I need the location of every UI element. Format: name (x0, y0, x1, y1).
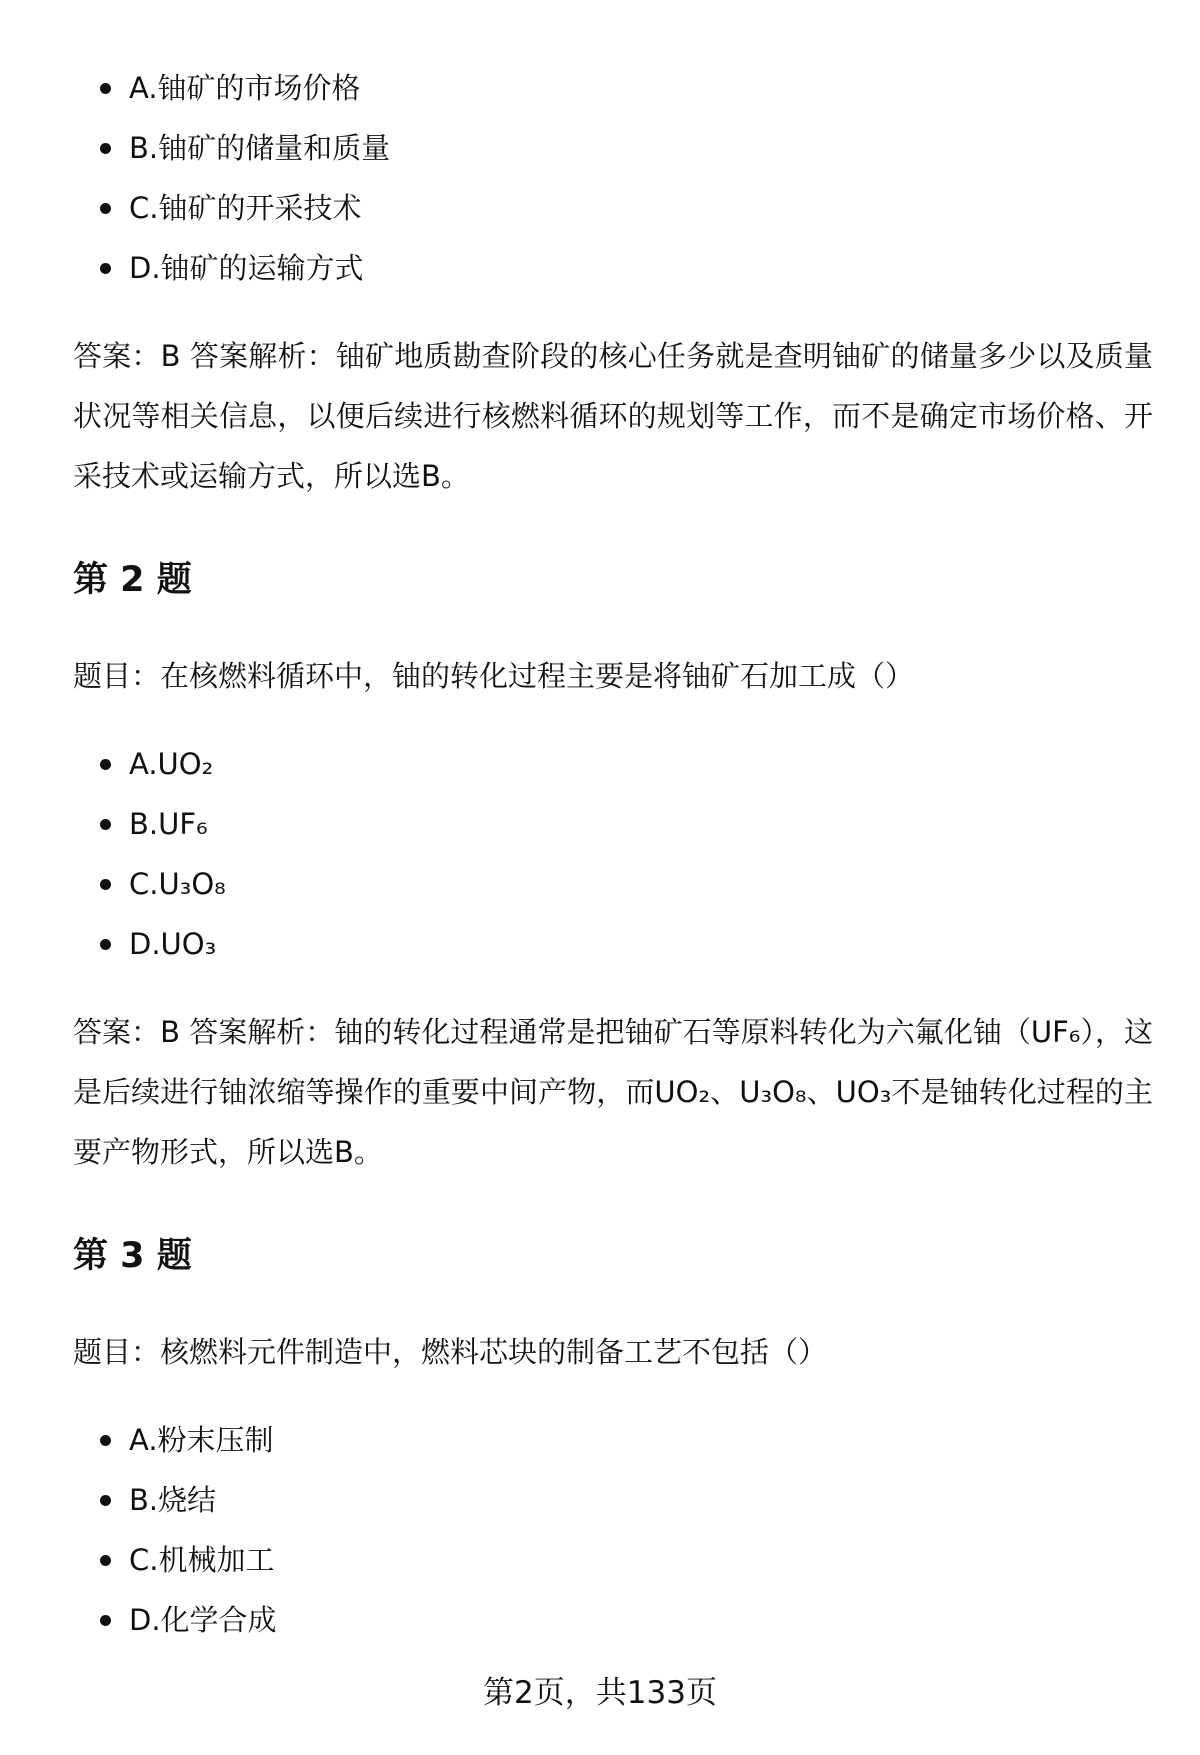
bullet-icon (100, 263, 111, 274)
q1-answer: 答案：B 答案解析：铀矿地质勘查阶段的核心任务就是查明铀矿的储量多少以及质量状况等相关信息，以便后续进行核燃料循环的规划等工作，而不是确定市场价格、开采技术或运输方式，所以选B。 (73, 339, 1153, 493)
q1-option-d: D.铀矿的运输方式 (73, 238, 1153, 298)
bullet-icon (100, 1555, 111, 1566)
q2-heading: 第 2 题 (73, 560, 192, 600)
q3-question: 题目：核燃料元件制造中，燃料芯块的制备工艺不包括（） (73, 1335, 828, 1369)
page-content (73, 58, 1153, 1650)
q1-option-b: B.铀矿的储量和质量 (73, 118, 1153, 178)
q2-question: 题目：在核燃料循环中，铀的转化过程主要是将铀矿石加工成（） (73, 659, 915, 693)
q3-option-a: A.粉末压制 (73, 1410, 1153, 1470)
q2-option-a: A.UO₂ (73, 734, 1153, 794)
bullet-icon (100, 939, 111, 950)
page-number-footer: 第2页，共133页 (483, 1675, 717, 1711)
q1-options (73, 58, 1153, 298)
q2-options (73, 734, 1153, 974)
bullet-icon (100, 203, 111, 214)
bullet-icon (100, 143, 111, 154)
q3-option-c: C.机械加工 (73, 1530, 1153, 1590)
q2-option-d: D.UO₃ (73, 914, 1153, 974)
q2-answer: 答案：B 答案解析：铀的转化过程通常是把铀矿石等原料转化为六氟化铀（UF₆），这是后续进行铀浓缩等操作的重要中间产物，而UO₂、U₃O₈、UO₃不是铀转化过程的主要产物形式，所以选B。 (73, 1015, 1153, 1169)
bullet-icon (100, 1495, 111, 1506)
bullet-icon (100, 1435, 111, 1446)
bullet-icon (100, 819, 111, 830)
q3-heading: 第 3 题 (73, 1236, 192, 1276)
q2-option-b: B.UF₆ (73, 794, 1153, 854)
bullet-icon (100, 879, 111, 890)
bullet-icon (100, 759, 111, 770)
q2-option-c: C.U₃O₈ (73, 854, 1153, 914)
q3-option-d: D.化学合成 (73, 1590, 1153, 1650)
q1-option-a: A.铀矿的市场价格 (73, 58, 1153, 118)
q3-options (73, 1410, 1153, 1650)
bullet-icon (100, 1615, 111, 1626)
q3-option-b: B.烧结 (73, 1470, 1153, 1530)
bullet-icon (100, 83, 111, 94)
q1-option-c: C.铀矿的开采技术 (73, 178, 1153, 238)
